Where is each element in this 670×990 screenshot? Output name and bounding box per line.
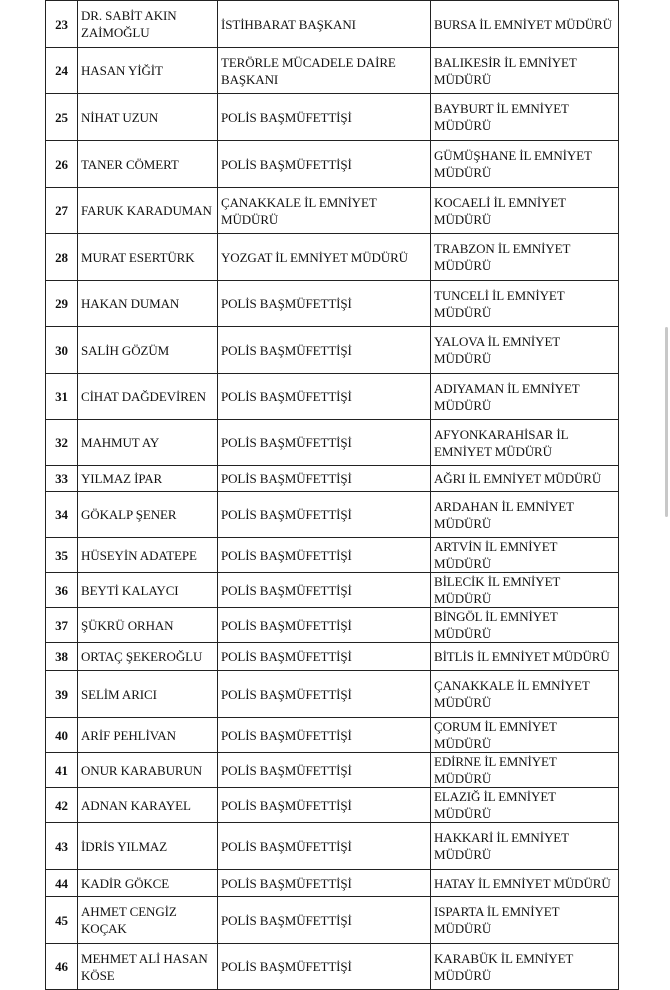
current-position: TERÖRLE MÜCADELE DAİRE BAŞKANI — [218, 48, 431, 94]
person-name: CİHAT DAĞDEVİREN — [78, 374, 218, 420]
person-name: ADNAN KARAYEL — [78, 788, 218, 823]
new-assignment: BİLECİK İL EMNİYET MÜDÜRÜ — [431, 573, 619, 608]
row-number: 44 — [46, 870, 78, 897]
table-row — [46, 753, 619, 788]
person-name: NİHAT UZUN — [78, 94, 218, 141]
new-assignment: ADIYAMAN İL EMNİYET MÜDÜRÜ — [431, 374, 619, 420]
scrollbar[interactable] — [665, 327, 668, 517]
new-assignment: ÇANAKKALE İL EMNİYET MÜDÜRÜ — [431, 671, 619, 718]
table-row — [46, 897, 619, 944]
table-row — [46, 492, 619, 538]
new-assignment: BİTLİS İL EMNİYET MÜDÜRÜ — [431, 643, 619, 671]
current-position: POLİS BAŞMÜFETTİŞİ — [218, 141, 431, 188]
new-assignment: KOCAELİ İL EMNİYET MÜDÜRÜ — [431, 188, 619, 234]
table-row — [46, 788, 619, 823]
new-assignment: ISPARTA İL EMNİYET MÜDÜRÜ — [431, 897, 619, 944]
person-name: AHMET CENGİZ KOÇAK — [78, 897, 218, 944]
row-number: 30 — [46, 327, 78, 374]
row-number: 39 — [46, 671, 78, 718]
current-position: POLİS BAŞMÜFETTİŞİ — [218, 327, 431, 374]
current-position: POLİS BAŞMÜFETTİŞİ — [218, 374, 431, 420]
current-position: POLİS BAŞMÜFETTİŞİ — [218, 94, 431, 141]
row-number: 23 — [46, 1, 78, 48]
table-row — [46, 466, 619, 492]
table-row — [46, 234, 619, 281]
table-row — [46, 48, 619, 94]
row-number: 33 — [46, 466, 78, 492]
new-assignment: GÜMÜŞHANE İL EMNİYET MÜDÜRÜ — [431, 141, 619, 188]
new-assignment: ÇORUM İL EMNİYET MÜDÜRÜ — [431, 718, 619, 753]
person-name: SELİM ARICI — [78, 671, 218, 718]
person-name: ARİF PEHLİVAN — [78, 718, 218, 753]
new-assignment: TUNCELİ İL EMNİYET MÜDÜRÜ — [431, 281, 619, 327]
current-position: İSTİHBARAT BAŞKANI — [218, 1, 431, 48]
table-row — [46, 327, 619, 374]
row-number: 35 — [46, 538, 78, 573]
row-number: 40 — [46, 718, 78, 753]
row-number: 28 — [46, 234, 78, 281]
current-position: POLİS BAŞMÜFETTİŞİ — [218, 718, 431, 753]
table-row — [46, 374, 619, 420]
person-name: HASAN YİĞİT — [78, 48, 218, 94]
current-position: POLİS BAŞMÜFETTİŞİ — [218, 466, 431, 492]
row-number: 42 — [46, 788, 78, 823]
row-number: 36 — [46, 573, 78, 608]
person-name: BEYTİ KALAYCI — [78, 573, 218, 608]
person-name: ŞÜKRÜ ORHAN — [78, 608, 218, 643]
row-number: 46 — [46, 944, 78, 990]
person-name: HÜSEYİN ADATEPE — [78, 538, 218, 573]
new-assignment: ARDAHAN İL EMNİYET MÜDÜRÜ — [431, 492, 619, 538]
new-assignment: BURSA İL EMNİYET MÜDÜRÜ — [431, 1, 619, 48]
person-name: DR. SABİT AKIN ZAİMOĞLU — [78, 1, 218, 48]
new-assignment: HATAY İL EMNİYET MÜDÜRÜ — [431, 870, 619, 897]
table-row — [46, 944, 619, 990]
table-row — [46, 141, 619, 188]
appointment-table — [45, 0, 619, 990]
current-position: POLİS BAŞMÜFETTİŞİ — [218, 897, 431, 944]
current-position: YOZGAT İL EMNİYET MÜDÜRÜ — [218, 234, 431, 281]
table-body — [46, 1, 619, 990]
row-number: 38 — [46, 643, 78, 671]
person-name: KADİR GÖKCE — [78, 870, 218, 897]
current-position: POLİS BAŞMÜFETTİŞİ — [218, 420, 431, 466]
new-assignment: KARABÜK İL EMNİYET MÜDÜRÜ — [431, 944, 619, 990]
new-assignment: BALIKESİR İL EMNİYET MÜDÜRÜ — [431, 48, 619, 94]
table-row — [46, 823, 619, 870]
table-row — [46, 671, 619, 718]
person-name: ONUR KARABURUN — [78, 753, 218, 788]
person-name: GÖKALP ŞENER — [78, 492, 218, 538]
current-position: ÇANAKKALE İL EMNİYET MÜDÜRÜ — [218, 188, 431, 234]
table-row — [46, 643, 619, 671]
row-number: 25 — [46, 94, 78, 141]
new-assignment: AĞRI İL EMNİYET MÜDÜRÜ — [431, 466, 619, 492]
current-position: POLİS BAŞMÜFETTİŞİ — [218, 492, 431, 538]
current-position: POLİS BAŞMÜFETTİŞİ — [218, 573, 431, 608]
new-assignment: EDİRNE İL EMNİYET MÜDÜRÜ — [431, 753, 619, 788]
new-assignment: ELAZIĞ İL EMNİYET MÜDÜRÜ — [431, 788, 619, 823]
current-position: POLİS BAŞMÜFETTİŞİ — [218, 643, 431, 671]
row-number: 34 — [46, 492, 78, 538]
row-number: 41 — [46, 753, 78, 788]
new-assignment: AFYONKARAHİSAR İL EMNİYET MÜDÜRÜ — [431, 420, 619, 466]
table-row — [46, 573, 619, 608]
person-name: YILMAZ İPAR — [78, 466, 218, 492]
current-position: POLİS BAŞMÜFETTİŞİ — [218, 671, 431, 718]
current-position: POLİS BAŞMÜFETTİŞİ — [218, 944, 431, 990]
new-assignment: TRABZON İL EMNİYET MÜDÜRÜ — [431, 234, 619, 281]
row-number: 26 — [46, 141, 78, 188]
table-row — [46, 608, 619, 643]
current-position: POLİS BAŞMÜFETTİŞİ — [218, 608, 431, 643]
row-number: 32 — [46, 420, 78, 466]
person-name: TANER CÖMERT — [78, 141, 218, 188]
new-assignment: YALOVA İL EMNİYET MÜDÜRÜ — [431, 327, 619, 374]
person-name: MURAT ESERTÜRK — [78, 234, 218, 281]
new-assignment: HAKKARİ İL EMNİYET MÜDÜRÜ — [431, 823, 619, 870]
table-row — [46, 188, 619, 234]
person-name: MAHMUT AY — [78, 420, 218, 466]
row-number: 24 — [46, 48, 78, 94]
row-number: 29 — [46, 281, 78, 327]
person-name: MEHMET ALİ HASAN KÖSE — [78, 944, 218, 990]
new-assignment: BİNGÖL İL EMNİYET MÜDÜRÜ — [431, 608, 619, 643]
current-position: POLİS BAŞMÜFETTİŞİ — [218, 823, 431, 870]
new-assignment: BAYBURT İL EMNİYET MÜDÜRÜ — [431, 94, 619, 141]
person-name: FARUK KARADUMAN — [78, 188, 218, 234]
table-row — [46, 870, 619, 897]
person-name: SALİH GÖZÜM — [78, 327, 218, 374]
table-row — [46, 538, 619, 573]
person-name: ORTAÇ ŞEKEROĞLU — [78, 643, 218, 671]
new-assignment: ARTVİN İL EMNİYET MÜDÜRÜ — [431, 538, 619, 573]
row-number: 37 — [46, 608, 78, 643]
current-position: POLİS BAŞMÜFETTİŞİ — [218, 788, 431, 823]
table-row — [46, 94, 619, 141]
current-position: POLİS BAŞMÜFETTİŞİ — [218, 538, 431, 573]
current-position: POLİS BAŞMÜFETTİŞİ — [218, 281, 431, 327]
table-row — [46, 281, 619, 327]
table-row — [46, 718, 619, 753]
row-number: 43 — [46, 823, 78, 870]
person-name: HAKAN DUMAN — [78, 281, 218, 327]
row-number: 45 — [46, 897, 78, 944]
table-row — [46, 1, 619, 48]
current-position: POLİS BAŞMÜFETTİŞİ — [218, 870, 431, 897]
row-number: 31 — [46, 374, 78, 420]
person-name: İDRİS YILMAZ — [78, 823, 218, 870]
row-number: 27 — [46, 188, 78, 234]
table-row — [46, 420, 619, 466]
current-position: POLİS BAŞMÜFETTİŞİ — [218, 753, 431, 788]
